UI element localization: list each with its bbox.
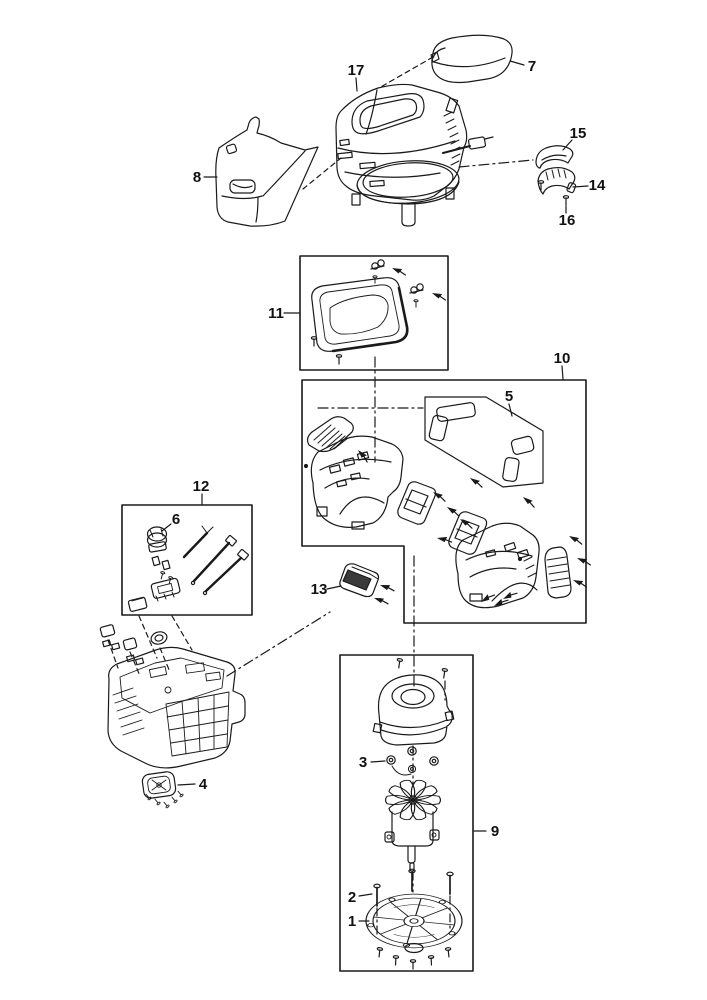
part-6-knob: [148, 527, 167, 552]
group-box-11: [284, 256, 448, 370]
group-box-12: [122, 494, 252, 658]
part-label-11: 11: [268, 305, 284, 322]
parts-14-15-16-handle: [459, 140, 588, 213]
small-fasteners: [152, 556, 173, 584]
leader-10: [562, 366, 563, 379]
hinge-clips: [371, 260, 423, 293]
part-15-upper: [536, 146, 573, 168]
part-label-7: 7: [527, 58, 537, 75]
front-grid: [166, 692, 229, 756]
part-label-14: 14: [588, 177, 606, 194]
part-label-4: 4: [198, 776, 208, 793]
chassis-tub: [100, 612, 330, 768]
leader-4: [178, 784, 195, 785]
box-9-outline: [340, 655, 473, 971]
leader-6: [162, 524, 171, 531]
part-5-sticker-sheet: [425, 397, 543, 487]
part-label-17: 17: [347, 62, 365, 79]
motor-stator: [385, 779, 441, 871]
leader-13: [327, 586, 341, 589]
side-vents: [444, 112, 460, 165]
part-2-screws: [359, 869, 453, 906]
mount-bracket-1: [398, 482, 436, 524]
antenna-wire: [443, 137, 493, 153]
part-label-9: 9: [490, 823, 500, 840]
part-17-main-body: [336, 78, 493, 226]
part-label-1: 1: [347, 913, 357, 930]
part-3-washers: [371, 747, 438, 775]
part-11-lid: [312, 278, 408, 352]
bottom-screws: [376, 947, 451, 969]
part-label-3: 3: [358, 754, 368, 771]
part-label-12: 12: [192, 478, 210, 495]
corner-connector: [128, 597, 147, 612]
part-7-top-lid: [379, 35, 512, 88]
part-13-vent-insert: [327, 564, 395, 605]
part-16-screw: [563, 196, 568, 205]
right-vent-grille: [545, 547, 571, 598]
part-label-16: 16: [558, 212, 576, 229]
leader-17: [356, 78, 357, 91]
cables: [184, 533, 241, 591]
part-4-pad: [141, 771, 195, 808]
dash-link-body-handle: [459, 160, 533, 167]
part-1-base-plate: [359, 894, 462, 952]
part-label-2: 2: [347, 889, 357, 906]
part-14-lower: [538, 168, 575, 194]
box-10-outline: [302, 380, 586, 623]
part-label-13: 13: [310, 581, 328, 598]
leader-5: [509, 404, 512, 416]
group-box-10: [302, 366, 592, 623]
dash-link-chassis-box10: [227, 612, 330, 676]
part-label-6: 6: [171, 511, 181, 528]
part-8-front-bumper: [204, 117, 341, 226]
box-11-outline: [300, 256, 448, 370]
right-shell-half: [456, 523, 539, 607]
mount-bracket-2: [449, 512, 487, 554]
leader-7: [510, 61, 524, 65]
relay-block: [151, 578, 181, 601]
part-label-8: 8: [192, 169, 202, 186]
part-label-15: 15: [569, 125, 587, 142]
part-label-5: 5: [504, 388, 514, 405]
left-slats: [113, 688, 144, 735]
leader-3: [371, 761, 385, 762]
part-label-10: 10: [553, 350, 571, 367]
left-shell-half: [305, 436, 404, 529]
leader-2: [359, 894, 372, 896]
